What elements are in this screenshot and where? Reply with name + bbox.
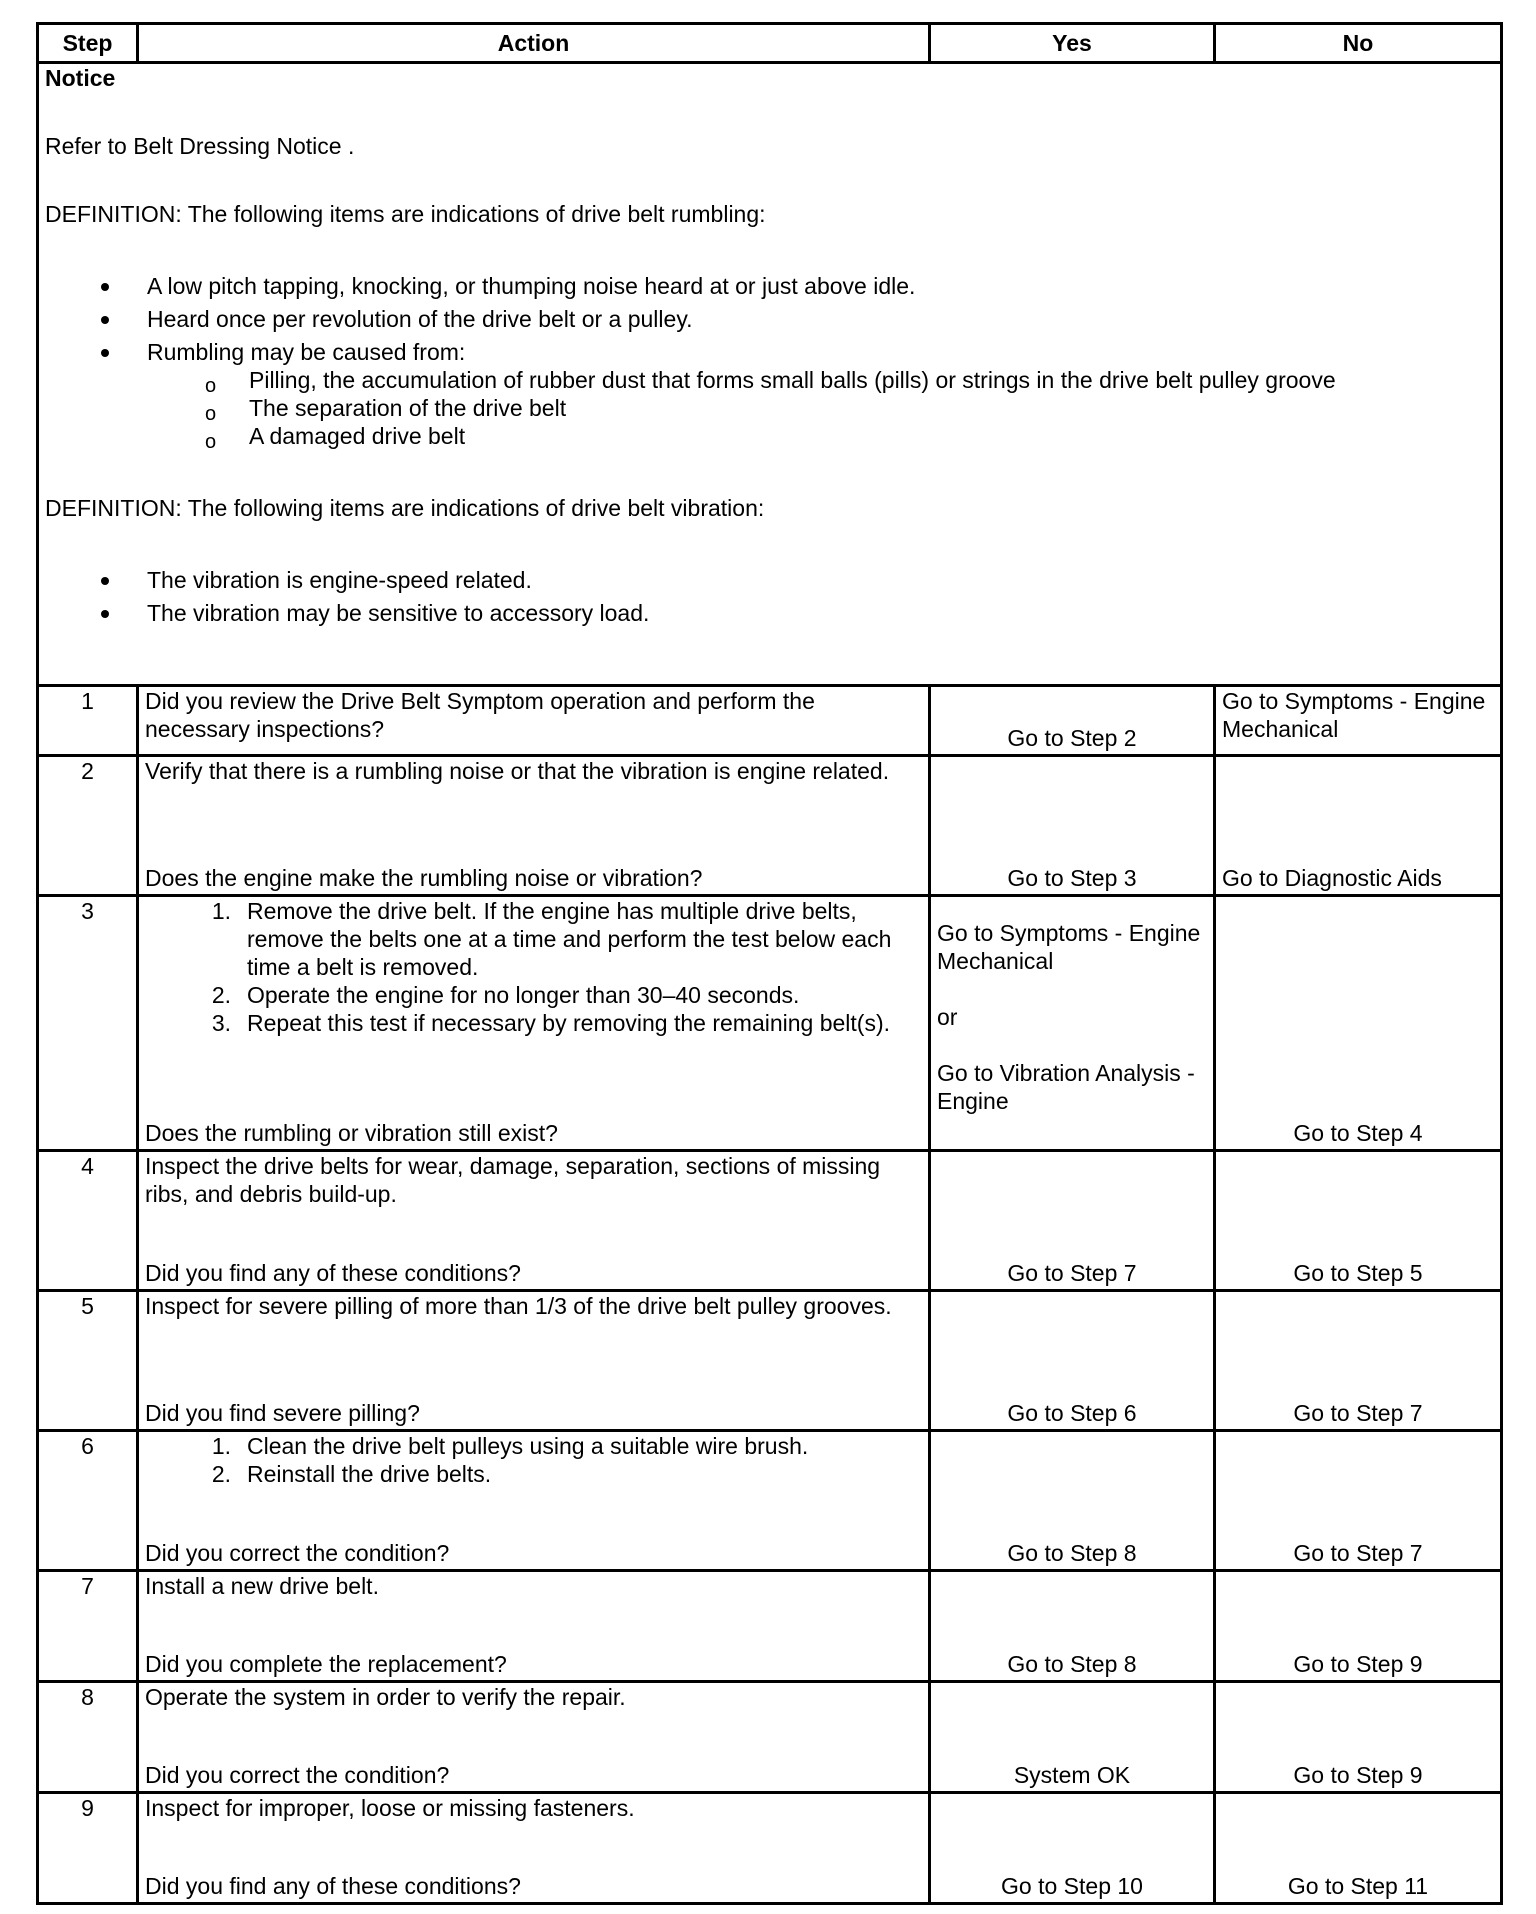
list-item: The vibration may be sensitive to accessory load.: [45, 599, 1494, 627]
no-cell: Go to Symptoms - Engine Mechanical: [1215, 686, 1502, 756]
action-cell: Did you review the Drive Belt Symptom operation and perform the necessary inspections?: [138, 686, 930, 756]
step-number: 8: [38, 1682, 138, 1793]
list-item: 1. Clean the drive belt pulleys using a suitable wire brush.: [211, 1433, 809, 1459]
table-row: [38, 1682, 1502, 1793]
question-text: Does the rumbling or vibration still exist?: [145, 1120, 558, 1146]
notice-cell: [38, 63, 1502, 686]
step-number: 9: [38, 1793, 138, 1904]
list-item: The vibration is engine-speed related.: [45, 566, 1494, 594]
sub-bullet-icon: o: [205, 431, 217, 453]
header-action: Action: [138, 24, 930, 63]
question-text: Did you correct the condition?: [145, 1762, 450, 1788]
procedure-list: [145, 1432, 922, 1488]
rumbling-list: [45, 272, 1494, 366]
notice-row: [38, 63, 1502, 686]
notice-title: Notice: [45, 65, 116, 91]
table-row: [38, 1291, 1502, 1431]
list-item: 3. Repeat this test if necessary by removing the remaining belt(s).: [211, 1010, 891, 1036]
table-row: [38, 686, 1502, 756]
header-step: Step: [38, 24, 138, 63]
no-cell: Go to Step 5: [1215, 1151, 1502, 1291]
yes-cell: System OK: [930, 1682, 1215, 1793]
list-item: 2. Reinstall the drive belts.: [211, 1461, 492, 1487]
list-item: A low pitch tapping, knocking, or thumping noise heard at or just above idle.: [45, 272, 1494, 300]
step-number: 6: [38, 1431, 138, 1571]
yes-cell: Go to Step 10: [930, 1793, 1215, 1904]
list-item: Rumbling may be caused from:: [45, 338, 1494, 366]
header-yes: Yes: [930, 24, 1215, 63]
action-cell: [138, 896, 930, 1151]
question-text: Did you complete the replacement?: [145, 1651, 507, 1677]
no-cell: Go to Step 4: [1215, 896, 1502, 1151]
list-item: 1. Remove the drive belt. If the engine has multiple drive belts, remove the belts one at a time and perform the test below each time a belt is removed.: [211, 898, 892, 980]
step-number: 1: [38, 686, 138, 756]
yes-cell: Go to Symptoms - Engine Mechanical or Go to Vibration Analysis - Engine: [930, 896, 1215, 1151]
table-row: [38, 756, 1502, 896]
no-cell: Go to Step 9: [1215, 1571, 1502, 1682]
bullet-icon: [101, 610, 109, 618]
action-cell: [138, 1431, 930, 1571]
list-item: 2. Operate the engine for no longer than 30–40 seconds.: [211, 982, 800, 1008]
diagnostic-table: [36, 22, 1503, 1905]
bullet-icon: [101, 349, 109, 357]
step-number: 3: [38, 896, 138, 1151]
vibration-list: [45, 566, 1494, 627]
no-cell: Go to Step 11: [1215, 1793, 1502, 1904]
no-cell: Go to Diagnostic Aids: [1215, 756, 1502, 896]
action-cell: Operate the system in order to verify the repair. Did you correct the condition?: [138, 1682, 930, 1793]
no-cell: Go to Step 7: [1215, 1431, 1502, 1571]
table-row: [38, 1151, 1502, 1291]
action-cell: Install a new drive belt. Did you complete the replacement?: [138, 1571, 930, 1682]
no-cell: Go to Step 9: [1215, 1682, 1502, 1793]
yes-cell: Go to Step 6: [930, 1291, 1215, 1431]
yes-cell: Go to Step 2: [930, 686, 1215, 756]
notice-refer: Refer to Belt Dressing Notice .: [45, 133, 355, 159]
yes-cell: Go to Step 8: [930, 1431, 1215, 1571]
sub-bullet-icon: o: [205, 403, 217, 425]
table-row: [38, 896, 1502, 1151]
list-item: Heard once per revolution of the drive belt or a pulley.: [45, 305, 1494, 333]
question-text: Did you correct the condition?: [145, 1540, 450, 1566]
table-row: [38, 1431, 1502, 1571]
sub-bullet-icon: o: [205, 375, 217, 397]
table-row: [38, 1793, 1502, 1904]
action-cell: Inspect for improper, loose or missing fasteners. Did you find any of these conditions?: [138, 1793, 930, 1904]
definition-rumbling: DEFINITION: The following items are indications of drive belt rumbling:: [45, 201, 766, 227]
procedure-list: [145, 897, 922, 1037]
definition-vibration: DEFINITION: The following items are indications of drive belt vibration:: [45, 495, 765, 521]
list-item: o Pilling, the accumulation of rubber dust that forms small balls (pills) or strings in the drive belt pulley groove: [45, 366, 1494, 394]
question-text: Does the engine make the rumbling noise or vibration?: [145, 865, 703, 891]
action-cell: Inspect the drive belts for wear, damage, separation, sections of missing ribs, and debris build-up. Did you find any of these conditions?: [138, 1151, 930, 1291]
yes-cell: Go to Step 7: [930, 1151, 1215, 1291]
action-cell: Verify that there is a rumbling noise or that the vibration is engine related. Does the engine make the rumbling noise or vibration?: [138, 756, 930, 896]
bullet-icon: [101, 283, 109, 291]
question-text: Did you find any of these conditions?: [145, 1260, 521, 1286]
table-row: [38, 1571, 1502, 1682]
header-row: [38, 24, 1502, 63]
step-number: 4: [38, 1151, 138, 1291]
list-item: o The separation of the drive belt: [45, 394, 1494, 422]
step-number: 2: [38, 756, 138, 896]
no-cell: Go to Step 7: [1215, 1291, 1502, 1431]
header-no: No: [1215, 24, 1502, 63]
question-text: Did you find severe pilling?: [145, 1400, 420, 1426]
question-text: Did you find any of these conditions?: [145, 1873, 521, 1899]
yes-cell: Go to Step 3: [930, 756, 1215, 896]
bullet-icon: [101, 316, 109, 324]
list-item: o A damaged drive belt: [45, 422, 1494, 450]
causes-list: [45, 366, 1494, 453]
bullet-icon: [101, 577, 109, 585]
action-cell: Inspect for severe pilling of more than 1/3 of the drive belt pulley grooves. Did you find severe pilling?: [138, 1291, 930, 1431]
yes-cell: Go to Step 8: [930, 1571, 1215, 1682]
step-number: 5: [38, 1291, 138, 1431]
step-number: 7: [38, 1571, 138, 1682]
